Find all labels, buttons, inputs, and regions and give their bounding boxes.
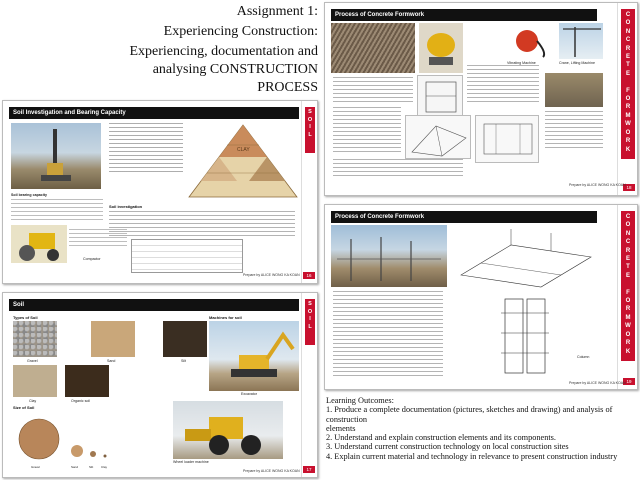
caption-excavator: Excavator [241, 392, 257, 396]
formwork-photo-mid [545, 73, 603, 107]
label-gravel: Gravel [27, 359, 38, 363]
size-label-sand: Sand [71, 465, 79, 469]
slide-header: Soil Investigation and Bearing Capacity [9, 107, 299, 119]
title-line-3: Experiencing, documentation and [129, 44, 318, 59]
column-formwork-sketch [471, 293, 581, 379]
soil-texture-triangle-icon [187, 123, 299, 201]
outcome-item: 4. Explain current material and technology in relevance to present construction industry [326, 451, 618, 461]
slide-side-tab [617, 3, 637, 195]
types-of-soil-title: Types of Soil [13, 315, 38, 320]
title-line-2: Experiencing Construction: [163, 24, 318, 39]
soil-size-diagram [13, 411, 123, 465]
soil-classification-table [131, 239, 243, 273]
slide-side-tab [301, 101, 317, 283]
subhead-soil-investigation: Soil investigation [109, 204, 143, 209]
slide-credit: Prepare by ALICE WONG KA KOAN [569, 183, 626, 187]
title-line-5: PROCESS [257, 80, 318, 95]
slide-formwork-process [324, 2, 638, 196]
investigation-text [109, 211, 295, 237]
vibrating-machine-icon [507, 23, 549, 59]
page-number: 16 [303, 272, 315, 279]
page-number: 17 [303, 466, 315, 473]
machines-for-soil-title: Machines for soil [209, 315, 242, 320]
formwork-text-3 [333, 107, 401, 155]
concrete-mixer-photo [419, 23, 463, 73]
formwork-sketch-3 [475, 115, 539, 163]
slide-side-tab [301, 293, 317, 477]
formwork-sketch-1 [417, 75, 463, 117]
compactor-icon [11, 225, 67, 263]
concrete-mixer-icon [419, 23, 463, 73]
construction-site-photo [331, 225, 447, 287]
caption-soil-bearing: Soil bearing capacity [11, 193, 47, 197]
compactor-photo [11, 225, 67, 263]
column-formwork-icon [471, 293, 581, 379]
formwork-text-1 [333, 77, 413, 105]
slide-credit: Prepare by ALICE WONG KA KOAN [243, 469, 300, 473]
outcomes-heading: Learning Outcomes: [326, 396, 394, 405]
sand-swatch [91, 321, 135, 357]
formwork-text-2 [467, 65, 539, 105]
caption-wheel-loader: Wheel loader machine [173, 460, 209, 464]
caption-compactor: Compactor [83, 257, 101, 261]
wheel-loader-photo [173, 401, 283, 459]
vibrating-machine-photo [507, 23, 549, 59]
slide-side-tab [617, 205, 637, 389]
side-label: C O N C R E T E F O R M W O R K [621, 211, 635, 361]
size-label-clay: Clay [101, 465, 108, 469]
label-organic-soil: Organic soil [71, 399, 90, 403]
size-of-soil-title: Size of Soil [13, 405, 35, 410]
slide-soil-investigation [2, 100, 318, 284]
formwork-sketch-icon [418, 76, 464, 118]
excavator-photo [209, 321, 299, 391]
formwork-isometric-sketch [451, 225, 605, 289]
formwork-isometric-icon [451, 225, 605, 289]
gravel-swatch [13, 321, 57, 357]
learning-outcomes [326, 396, 638, 461]
slide-header: Soil [9, 299, 299, 311]
size-label-gravel: Gravel [31, 465, 40, 469]
wheel-loader-icon [173, 401, 283, 459]
side-label: S O I L [305, 299, 315, 345]
outcome-item: 3. Understand current construction technology on local construction sites [326, 442, 569, 452]
triangle-label: CLAY [237, 147, 250, 153]
excavator-icon [209, 321, 299, 391]
formwork-sketch-3-icon [476, 116, 540, 164]
boring-rig-icon [11, 123, 101, 189]
formwork-sketch-2 [405, 115, 471, 159]
soil-triangle-diagram [187, 123, 299, 201]
slide-formwork-process-2 [324, 204, 638, 390]
construction-site-icon [331, 225, 447, 287]
organic-soil-swatch [65, 365, 109, 397]
formwork-sketch-2-icon [406, 116, 472, 160]
caption-column: Column [577, 355, 590, 359]
silt-swatch [163, 321, 207, 357]
boring-rig-photo [11, 123, 101, 189]
outcome-item: elements [326, 423, 356, 433]
side-label: S O I L [305, 107, 315, 153]
formwork-text-5 [333, 159, 463, 179]
label-silt: Silt [181, 359, 186, 363]
caption-vibrating-machine: Vibrating Machine [507, 61, 536, 65]
label-clay: Clay [29, 399, 37, 403]
size-label-silt: Silt [89, 465, 94, 469]
formwork-text-4 [545, 111, 603, 151]
crane-icon [559, 23, 603, 59]
crane-photo [559, 23, 603, 59]
bearing-text [11, 199, 103, 223]
page-number: 18 [623, 184, 635, 191]
formwork-2-text [333, 291, 443, 377]
clay-swatch [13, 365, 57, 397]
outcome-item: 2. Understand and explain construction elements and its components. [326, 433, 556, 443]
rebar-photo [331, 23, 415, 73]
page-number: 19 [623, 378, 635, 385]
slide-credit: Prepare by ALICE WONG KA KOAN [243, 273, 300, 277]
slide-header: Process of Concrete Formwork [331, 9, 597, 21]
slide-header: Process of Concrete Formwork [331, 211, 597, 223]
outcome-item: 1. Produce a complete documentation (pictures, sketches and drawing) and analysis of construction [326, 405, 613, 424]
title-line-4: analysing CONSTRUCTION [152, 62, 318, 77]
soil-intro-text [109, 123, 183, 175]
slide-soil [2, 292, 318, 478]
caption-crane: Crane, Lifting Machine [559, 61, 595, 65]
slide-credit: Prepare by ALICE WONG KA KOAN [569, 381, 626, 385]
side-label: C O N C R E T E F O R M W O R K [621, 9, 635, 159]
label-sand: Sand [107, 359, 116, 363]
soil-size-comparison-icon [13, 411, 123, 465]
title-line-1: Assignment 1: [236, 4, 318, 19]
